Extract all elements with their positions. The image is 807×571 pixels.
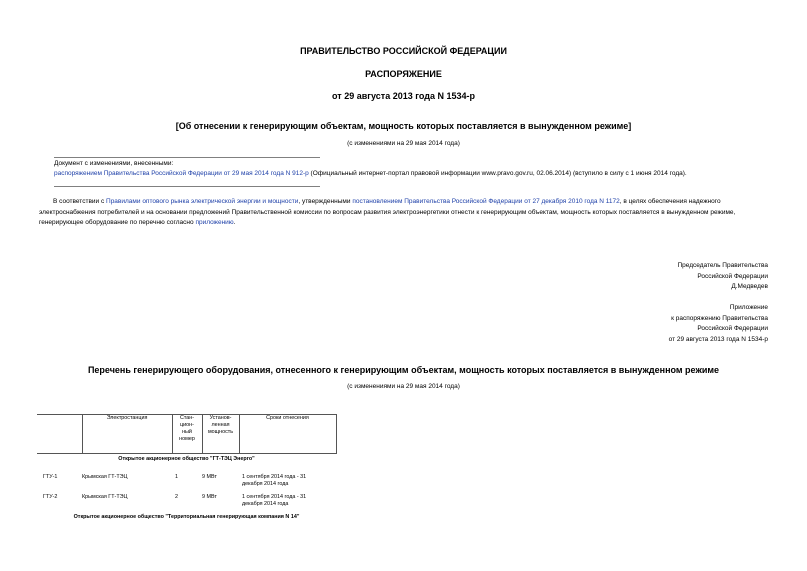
header-capacity-l3: мощность <box>207 429 234 435</box>
appendix-line-1: Приложение <box>729 304 768 311</box>
doc-type: РАСПОРЯЖЕНИЕ <box>365 69 442 79</box>
cell-number: 1 <box>175 474 178 480</box>
cell-terms-l1: 1 сентября 2014 года - 31 <box>242 474 307 480</box>
header-number-l3: ный <box>182 429 192 435</box>
appendix-block <box>669 303 768 345</box>
list-title: Перечень генерирующего оборудования, отнесенного к генерирующим объектам, мощность которых поставляется в вынужденном режиме <box>87 365 720 375</box>
signature-block <box>677 261 768 293</box>
body-text-a: В соответствии с <box>53 198 107 205</box>
table-row <box>37 494 336 512</box>
table-group-row <box>37 512 336 520</box>
doc-date-number: от 29 августа 2013 года N 1534-р <box>332 91 475 101</box>
appendix-line-3: Российской Федерации <box>697 325 768 332</box>
appendix-link[interactable]: приложению <box>195 219 234 226</box>
signature-line-2: Российской Федерации <box>697 272 768 280</box>
revision-note: (с изменениями на 29 мая 2014 года) <box>347 140 460 147</box>
header-terms: Сроки отнесения <box>239 415 336 454</box>
header-number-l1: Стан- <box>179 415 195 421</box>
table-row <box>37 470 336 494</box>
changes-link[interactable]: распоряжением Правительства Российской Федерации от 29 мая 2014 года N 912-р <box>54 170 309 177</box>
changes-line <box>54 169 687 180</box>
cell-capacity: 9 МВт <box>202 494 217 500</box>
cell-terms-l2: декабря 2014 года <box>242 501 289 507</box>
group-1: Открытое акционерное общество "ГТ-ТЭЦ Энерго" <box>118 456 255 462</box>
header-number <box>172 415 202 454</box>
resolution-link[interactable]: постановлением Правительства Российской Федерации от 27 декабря 2010 года N 1172 <box>352 198 620 205</box>
changes-label: Документ с изменениями, внесенными: <box>54 160 174 167</box>
cell-terms <box>239 494 336 512</box>
cell-terms-l2: декабря 2014 года <box>242 481 289 487</box>
divider-top <box>54 157 320 158</box>
header-capacity <box>202 415 239 454</box>
cell-unit: ГТУ-1 <box>43 474 58 480</box>
cell-terms <box>239 470 336 494</box>
body-text-d: . <box>233 219 236 226</box>
header-station: Электростанция <box>82 415 172 454</box>
cell-unit: ГТУ-2 <box>43 494 58 500</box>
cell-number: 2 <box>175 494 178 500</box>
government-title: ПРАВИТЕЛЬСТВО РОССИЙСКОЙ ФЕДЕРАЦИИ <box>300 46 507 56</box>
divider-bottom <box>54 186 320 187</box>
body-text-b: , утвержденными <box>298 198 353 205</box>
cell-terms-l1: 1 сентября 2014 года - 31 <box>242 494 307 500</box>
signature-line-1: Председатель Правительства <box>677 262 768 269</box>
list-revision-note: (с изменениями на 29 мая 2014 года) <box>347 383 460 390</box>
header-capacity-l1: Установ- <box>209 415 232 421</box>
body-paragraph <box>39 197 770 229</box>
doc-subject: [Об отнесении к генерирующим объектам, мощность которых поставляется в вынужденном режиме] <box>175 121 632 131</box>
body-text-c: , в целях обеспечения надежного электроснабжения потребителей и на основании предложений Правительственной комиссии по вопросам развития электроэнергетики отнести к генерирующим объектам, мощность которых поставляется в вынужденном режиме, генерирующее оборудование по перечню согласно <box>39 198 736 226</box>
signature-name: Д.Медведев <box>731 283 768 290</box>
cell-station: Крымская ГТ-ТЭЦ <box>82 474 128 480</box>
cell-station: Крымская ГТ-ТЭЦ <box>82 494 128 500</box>
equipment-table <box>37 414 337 520</box>
header-unit <box>37 415 82 454</box>
header-number-l2: цион- <box>180 422 194 428</box>
table-group-row <box>37 454 336 471</box>
appendix-line-2: к распоряжению Правительства <box>671 314 768 322</box>
appendix-line-4: от 29 августа 2013 года N 1534-р <box>668 335 768 343</box>
header-number-l4: номер <box>179 436 195 442</box>
rules-link[interactable]: Правилами оптового рынка электрической энергии и мощности <box>106 198 299 205</box>
table-header-row <box>37 415 336 454</box>
group-2: Открытое акционерное общество "Территориальная генерирующая компания N 14" <box>73 514 300 520</box>
cell-capacity: 9 МВт <box>202 474 217 480</box>
changes-rest: (Официальный интернет-портал правовой информации www.pravo.gov.ru, 02.06.2014) (вступило в силу с 1 июня 2014 года). <box>308 170 687 177</box>
header-capacity-l2: ленная <box>211 422 230 428</box>
